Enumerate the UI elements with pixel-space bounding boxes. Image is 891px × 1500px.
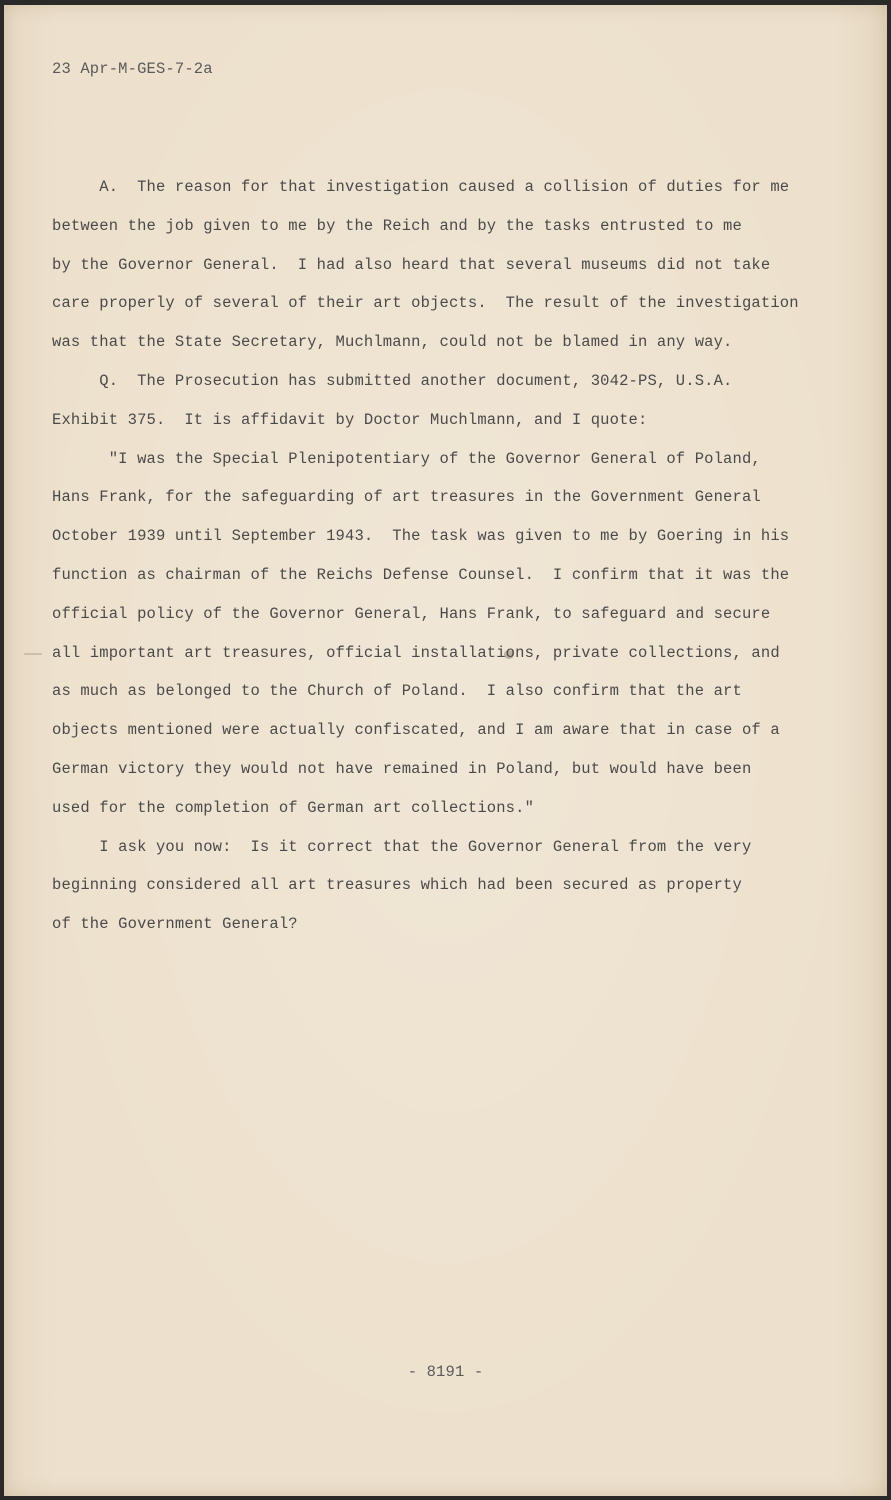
body-line: Q. The Prosecution has submitted another document, 3042-PS, U.S.A. [52,371,733,390]
body-line: as much as belonged to the Church of Poland. I also confirm that the art [52,682,742,701]
body-line: Exhibit 375. It is affidavit by Doctor Muchlmann, and I quote: [52,410,648,429]
document-body [52,172,842,948]
body-line: October 1939 until September 1943. The task was given to me by Goering in his [52,527,790,546]
body-line: function as chairman of the Reichs Defense Counsel. I confirm that it was the [52,565,790,584]
body-line: by the Governor General. I had also heard that several museums did not take [52,255,771,274]
body-line: between the job given to me by the Reich and by the tasks entrusted to me [52,216,742,235]
body-line: I ask you now: Is it correct that the Governor General from the very [52,837,752,856]
body-line: all important art treasures, official installations, private collections, and [52,643,780,662]
binding-mark [24,653,42,655]
body-line: "I was the Special Plenipotentiary of the Governor General of Poland, [52,449,761,468]
body-line: of the Government General? [52,915,298,934]
body-line: beginning considered all art treasures which had been secured as property [52,876,742,895]
page-number: - 8191 - [407,1363,484,1381]
document-code: 23 Apr-M-GES-7-2a [52,60,213,78]
body-line: objects mentioned were actually confiscated, and I am aware that in case of a [52,721,780,740]
body-line: Hans Frank, for the safeguarding of art treasures in the Government General [52,488,761,507]
body-line: was that the State Secretary, Muchlmann, could not be blamed in any way. [52,333,733,352]
body-line: German victory they would not have remained in Poland, but would have been [52,759,752,778]
document-page [4,5,887,1496]
body-line: care properly of several of their art objects. The result of the investigation [52,294,799,313]
body-line: A. The reason for that investigation caused a collision of duties for me [52,178,790,196]
body-line: official policy of the Governor General, Hans Frank, to safeguard and secure [52,604,771,623]
body-line: used for the completion of German art collections." [52,798,535,817]
